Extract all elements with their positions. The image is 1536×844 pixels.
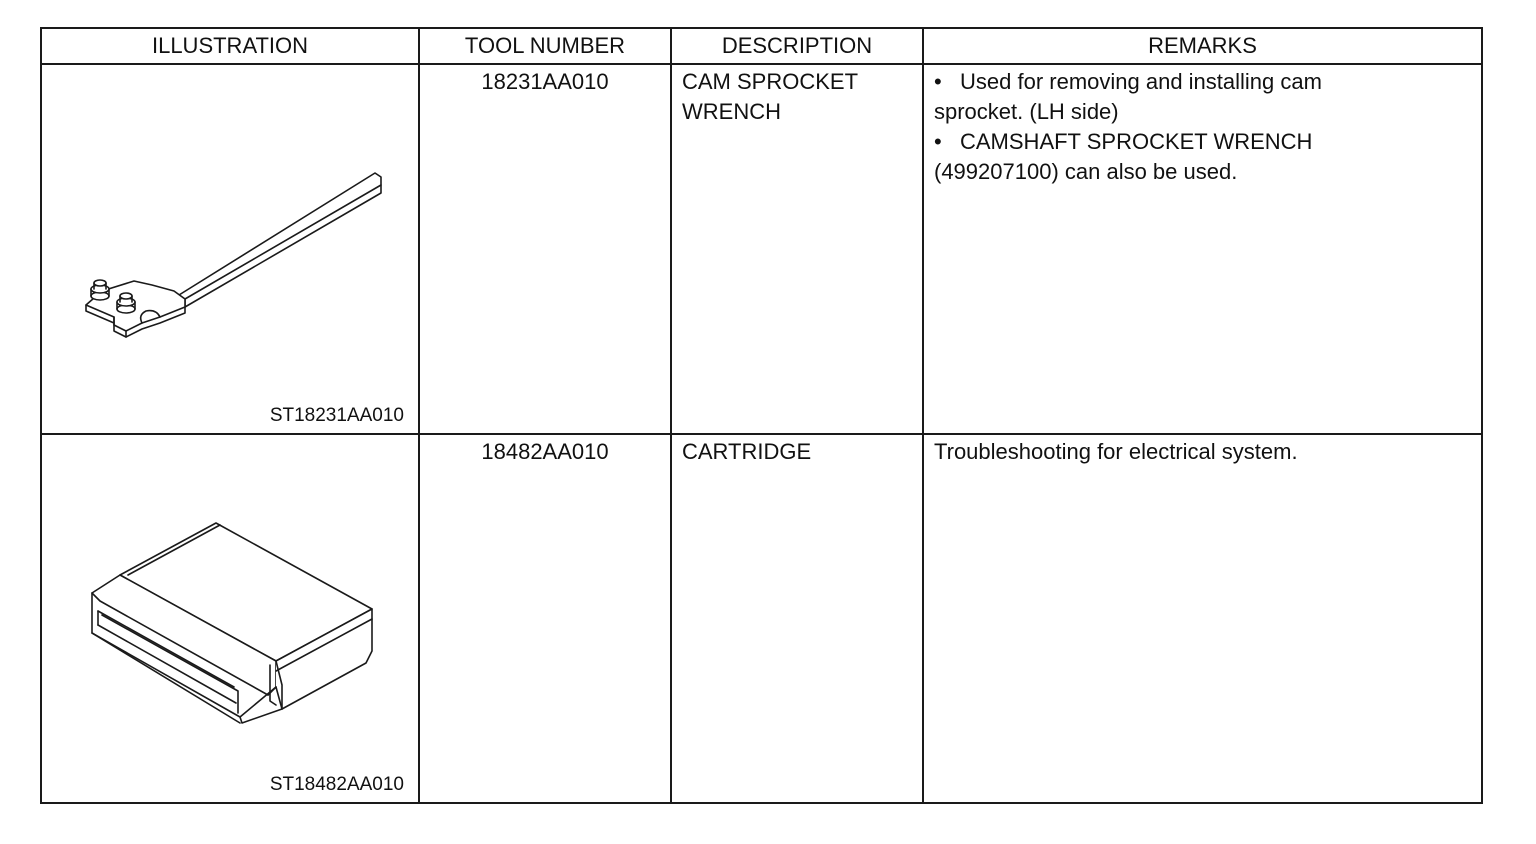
tool-number-cell: 18231AA010 — [419, 64, 671, 434]
remark-item — [934, 67, 1471, 97]
remarks-cell — [923, 434, 1482, 803]
description-cell — [671, 64, 923, 434]
bullet-icon: • — [934, 69, 942, 94]
special-tools-table — [40, 27, 1483, 804]
illustration-code: ST18231AA010 — [269, 405, 404, 426]
illustration-cell — [41, 64, 419, 434]
cam-sprocket-wrench-icon — [42, 65, 418, 425]
remark-text: Used for removing and installing cam — [960, 69, 1322, 94]
description-line: CARTRIDGE — [682, 439, 812, 464]
bullet-icon: • — [934, 129, 942, 154]
remark-text: (499207100) can also be used. — [934, 159, 1238, 184]
illustration-cell — [41, 434, 419, 803]
header-description: DESCRIPTION — [671, 28, 923, 64]
remarks-cell — [923, 64, 1482, 434]
header-tool-number: TOOL NUMBER — [419, 28, 671, 64]
remark-text: sprocket. (LH side) — [934, 99, 1119, 124]
illustration-code: ST18482AA010 — [269, 774, 404, 795]
tool-number-cell: 18482AA010 — [419, 434, 671, 803]
remark-text: CAMSHAFT SPROCKET WRENCH — [960, 129, 1313, 154]
table-row — [41, 64, 1482, 434]
cartridge-icon — [42, 435, 418, 795]
header-illustration: ILLUSTRATION — [41, 28, 419, 64]
remark-text: Troubleshooting for electrical system. — [934, 439, 1298, 464]
description-line: CAM SPROCKET — [682, 69, 859, 94]
description-cell — [671, 434, 923, 803]
table-header-row — [41, 28, 1482, 64]
table-row — [41, 434, 1482, 803]
remark-item — [934, 127, 1471, 157]
description-line: WRENCH — [682, 99, 781, 124]
header-remarks: REMARKS — [923, 28, 1482, 64]
